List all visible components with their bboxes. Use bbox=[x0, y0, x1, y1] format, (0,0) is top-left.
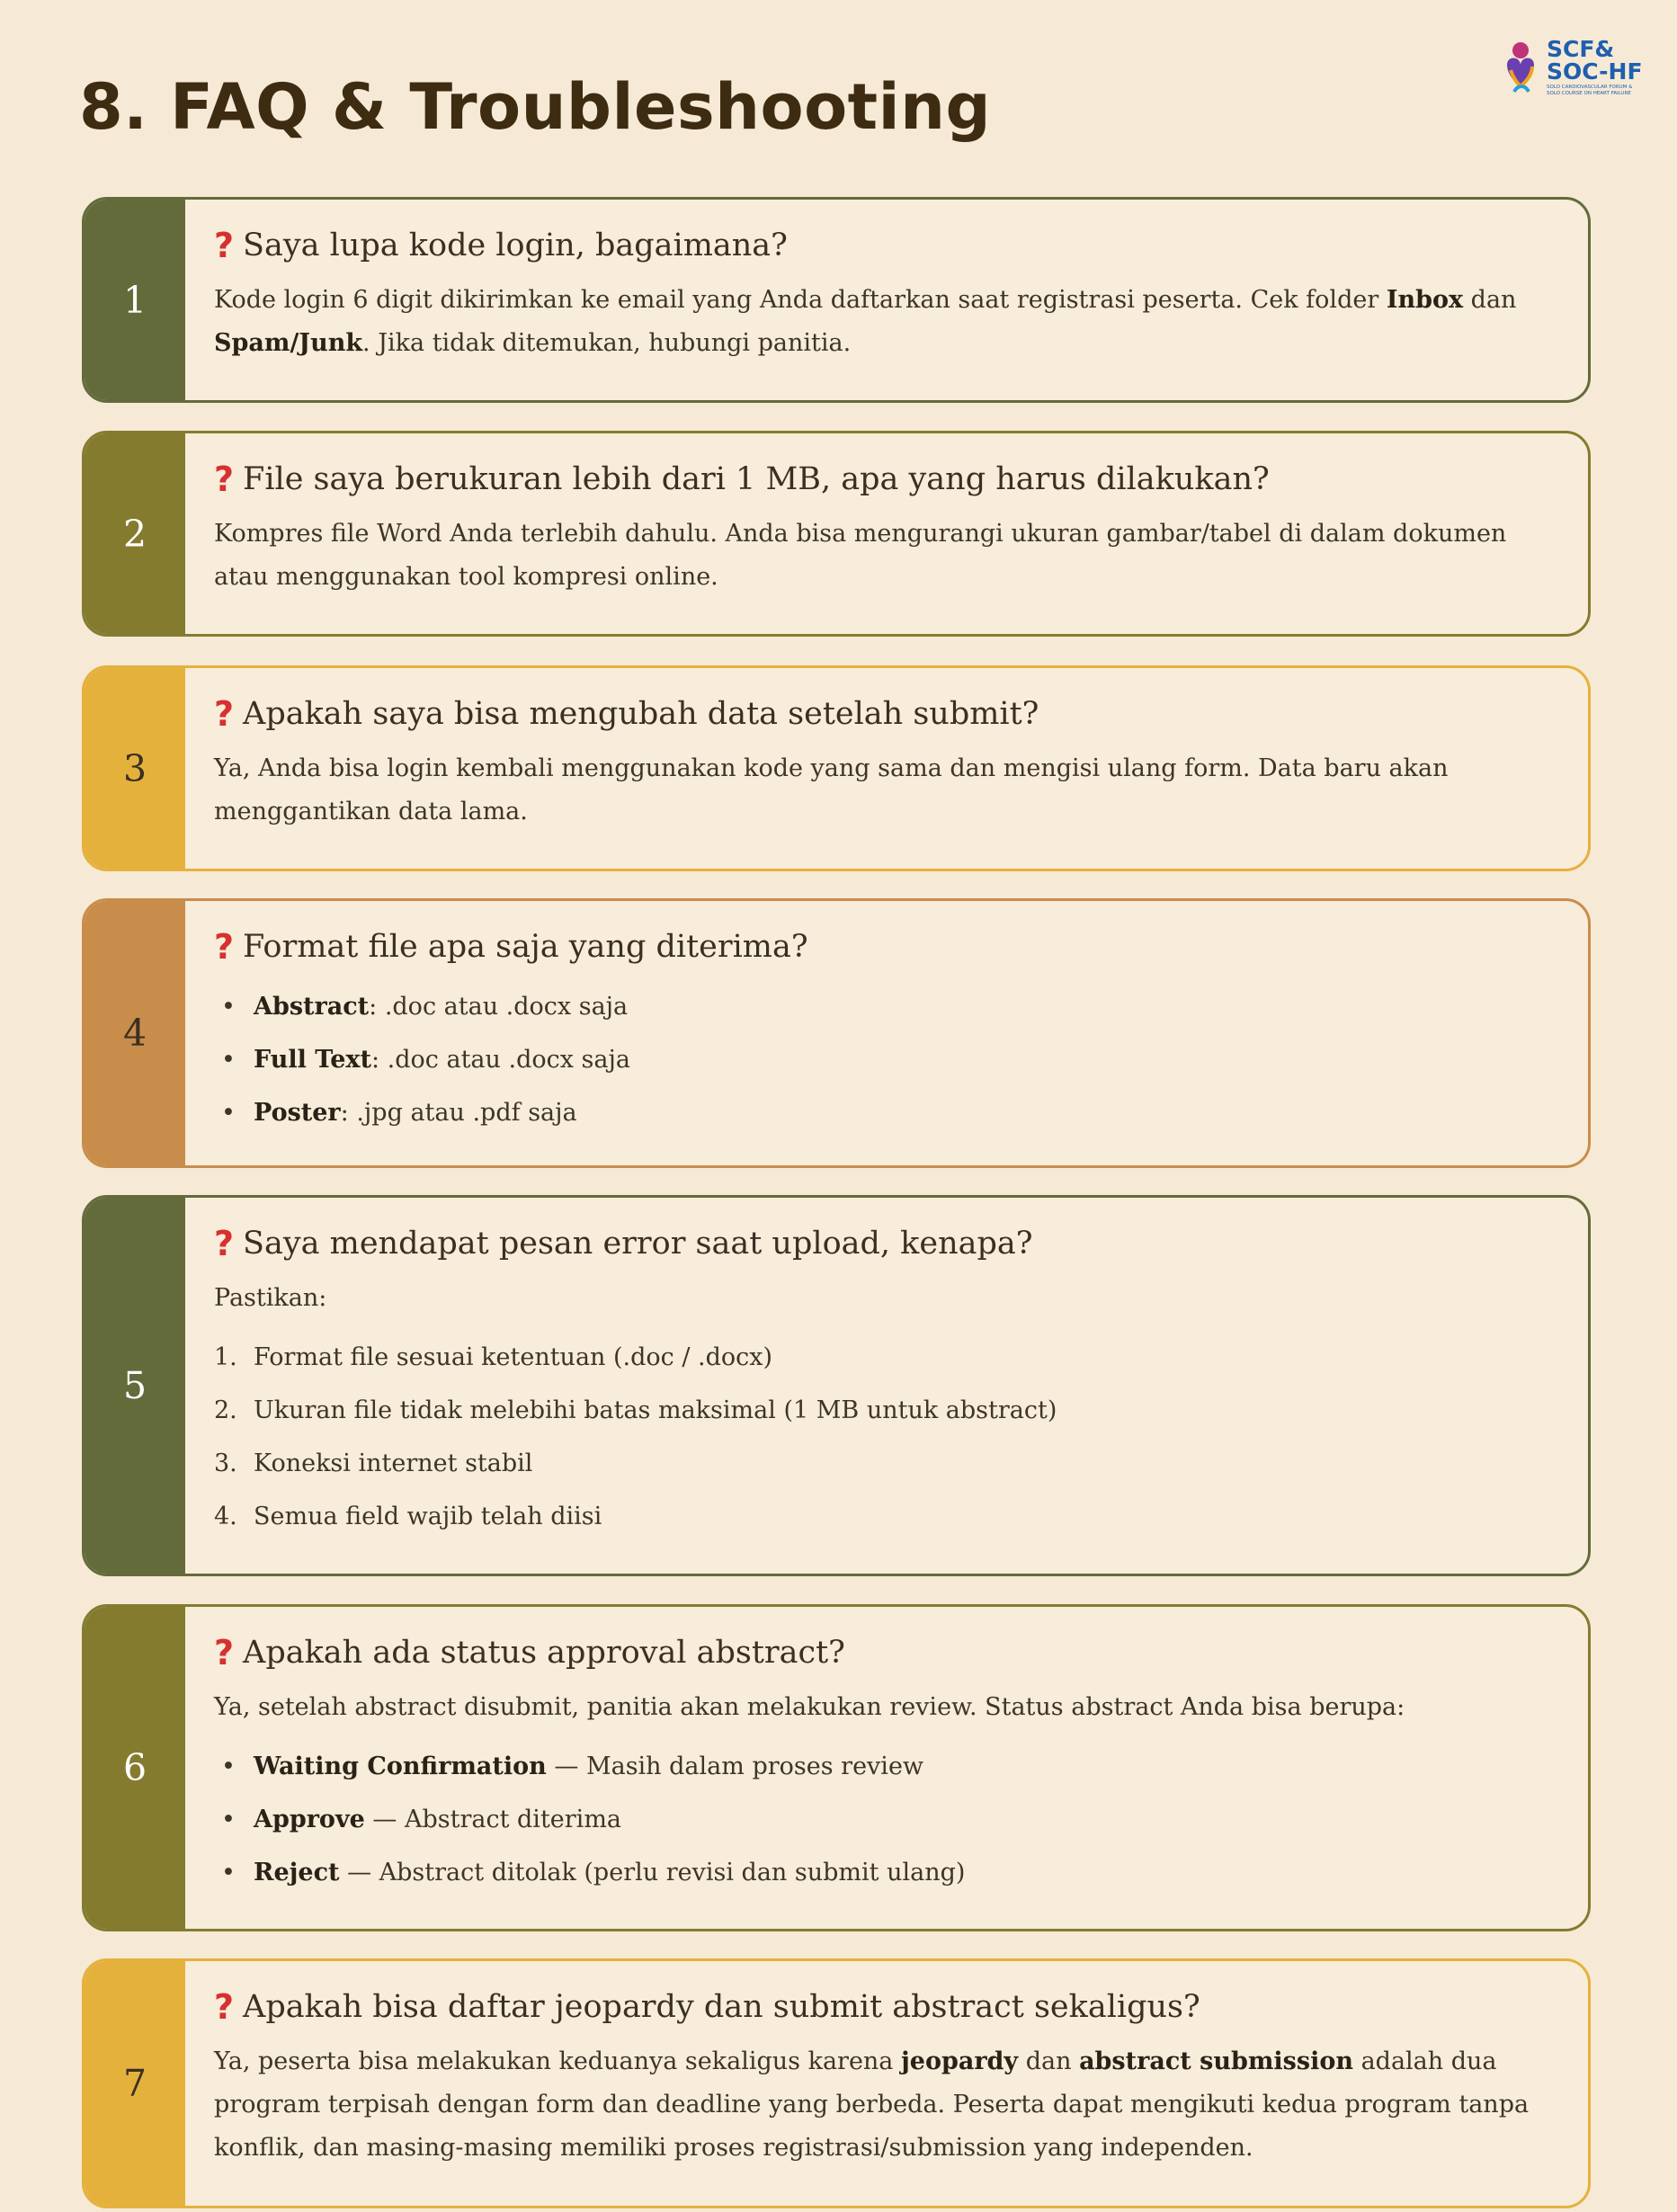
list-item: 4. Semua field wajib telah diisi bbox=[214, 1503, 602, 1530]
faq-question: ? Apakah saya bisa mengubah data setelah submit? bbox=[214, 694, 1039, 734]
format-list bbox=[214, 980, 1556, 1139]
question-mark-icon: ? bbox=[214, 226, 235, 265]
faq-card-6 bbox=[82, 1604, 1591, 1931]
list-item: • Abstract: .doc atau .docx saja bbox=[221, 993, 629, 1021]
faq-answer: Ya, Anda bisa login kembali menggunakan kode yang sama dan mengisi ulang form. Data baru akan menggantikan data lama. bbox=[214, 754, 1449, 825]
faq-number-badge: 1 bbox=[85, 200, 185, 400]
logo-heart-icon bbox=[1502, 40, 1539, 97]
faq-question: ? Saya mendapat pesan error saat upload, kenapa? bbox=[214, 1224, 1033, 1263]
faq-intro: Pastikan: bbox=[214, 1284, 327, 1312]
faq-question: ? Saya lupa kode login, bagaimana? bbox=[214, 226, 788, 265]
question-mark-icon: ? bbox=[214, 1987, 235, 2027]
faq-card-3 bbox=[82, 665, 1591, 871]
faq-number-badge: 7 bbox=[85, 1961, 185, 2206]
list-item: 1. Format file sesuai ketentuan (.doc / .docx) bbox=[214, 1343, 773, 1371]
faq-question: ? Format file apa saja yang diterima? bbox=[214, 927, 808, 967]
faq-number-badge: 3 bbox=[85, 668, 185, 869]
list-item: • Poster: .jpg atau .pdf saja bbox=[221, 1099, 577, 1127]
faq-number-badge: 5 bbox=[85, 1198, 185, 1574]
faq-card-7 bbox=[82, 1958, 1591, 2208]
list-item: 2. Ukuran file tidak melebihi batas maksimal (1 MB untuk abstract) bbox=[214, 1396, 1057, 1424]
faq-intro: Ya, setelah abstract disubmit, panitia akan melakukan review. Status abstract Anda bisa berupa: bbox=[214, 1693, 1405, 1721]
checklist bbox=[214, 1331, 1556, 1543]
question-mark-icon: ? bbox=[214, 927, 235, 967]
logo-wordmark: SCF& SOC-HF bbox=[1547, 36, 1643, 85]
faq-question: ? Apakah bisa daftar jeopardy dan submit abstract sekaligus? bbox=[214, 1987, 1200, 2027]
faq-number-badge: 2 bbox=[85, 433, 185, 634]
question-mark-icon: ? bbox=[214, 1633, 235, 1672]
list-item: • Waiting Confirmation — Masih dalam proses review bbox=[221, 1753, 924, 1780]
scf-soc-hf-logo bbox=[1502, 36, 1646, 101]
faq-question: ? Apakah ada status approval abstract? bbox=[214, 1633, 845, 1672]
question-mark-icon: ? bbox=[214, 1224, 235, 1263]
faq-card-1 bbox=[82, 197, 1591, 403]
faq-answer: Ya, peserta bisa melakukan keduanya sekaligus karena jeopardy dan abstract submission adalah dua program terpisah dengan form dan deadline yang berbeda. Peserta dapat mengikuti kedua program tanpa konflik, dan masing-masing memiliki proses registrasi/submission yang independen. bbox=[214, 2047, 1530, 2162]
logo-subtitle: SOLO CARDIOVASCULAR FORUM & SOLO COURSE ON HEART FAILURE bbox=[1547, 85, 1633, 96]
list-item: 3. Koneksi internet stabil bbox=[214, 1449, 533, 1477]
list-item: • Reject — Abstract ditolak (perlu revisi dan submit ulang) bbox=[221, 1859, 966, 1886]
faq-card-5 bbox=[82, 1195, 1591, 1576]
faq-question: ? File saya berukuran lebih dari 1 MB, apa yang harus dilakukan? bbox=[214, 459, 1270, 499]
list-item: • Approve — Abstract diterima bbox=[221, 1806, 622, 1833]
faq-number-badge: 4 bbox=[85, 901, 185, 1165]
faq-card-4 bbox=[82, 898, 1591, 1168]
status-list bbox=[214, 1740, 1556, 1899]
faq-number-badge: 6 bbox=[85, 1607, 185, 1929]
list-item: • Full Text: .doc atau .docx saja bbox=[221, 1046, 630, 1074]
question-mark-icon: ? bbox=[214, 459, 235, 499]
faq-card-2 bbox=[82, 431, 1591, 637]
faq-answer: Kode login 6 digit dikirimkan ke email yang Anda daftarkan saat registrasi peserta. Cek folder Inbox dan Spam/Junk. Jika tidak ditemukan, hubungi panitia. bbox=[214, 286, 1517, 357]
faq-answer: Kompres file Word Anda terlebih dahulu. Anda bisa mengurangi ukuran gambar/tabel di dalam dokumen atau menggunakan tool kompresi online. bbox=[214, 520, 1507, 591]
question-mark-icon: ? bbox=[214, 694, 235, 734]
page-title: 8. FAQ & Troubleshooting bbox=[79, 70, 992, 144]
